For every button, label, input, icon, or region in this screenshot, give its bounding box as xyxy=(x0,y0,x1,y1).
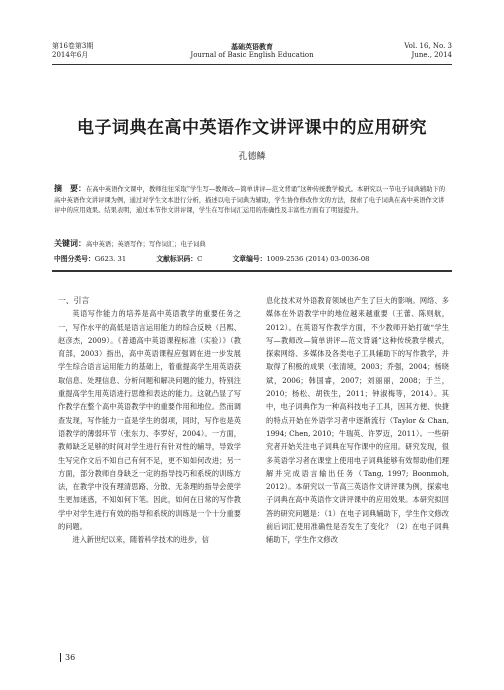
abstract xyxy=(54,183,450,217)
abstract-text: 在高中英语作文课中，教师往往采取“学生写—教师改—简单讲评—范文背诵”这种传统教学模式。本研究以一节电子词典辅助下的高中英语作文讲评课为例，通过对学生文本进行分析，描述以电子词典为辅助，学生协作修改作文的方法，探索了电子词典在高中英语作文讲评中的应用效果。结果表明，通过本节作文讲评课，学生在写作词汇运用的准确性及丰富性方面有了明显提升。 xyxy=(54,186,446,215)
body-paragraph: 英语写作能力的培养是高中英语教学的重要任务之一，写作水平的高低是语言运用能力的综合反映（吕熙、赵彦杰，2009）。《普通高中英语课程标准（实验）》（教育部，2003）指出，高中英语课程应强调在进一步发展学生综合语言运用能力的基础上，着重提高学生用英语获取信息、处理信息、分析问题和解决问题的能力，特别注重提高学生用英语进行思维和表达的能力。这就凸显了写作教学在整个高中英语教学中的重要作用和地位。然而调查发现，写作能力一直是学生的弱项，同时，写作也是英语教学的薄弱环节（张东力、李罗好，2004）。一方面，教师缺乏足够的时间对学生进行有针对性的辅导，导致学生写完作文后不知自己有何不足，更不知如何改进；另一方面，部分教师自身缺乏一定的指导技巧和系统的训练方法，在教学中没有理清思路、分散、无条理的指导会使学生更加迷惑，不知如何下笔。因此，如何在日常的写作教学中对学生进行有效的指导和系统的训练是一个十分重要的问题。 xyxy=(58,309,241,532)
date-en: June., 2014 xyxy=(411,51,452,59)
issue-cn: 第16卷第3期 xyxy=(52,42,94,50)
body-paragraph: 息化技术对外语教育领域也产生了巨大的影响。网络、多媒体在外语教学中的地位越来越重要（王蕾、陈则航，2012）。在英语写作教学方面，不少教师开始打破“学生写—教师改—简单讲评—范文背诵”这种传统教学模式，探索网络、多媒体及各类电子工具辅助下的写作教学，并取得了积极的成果（张清境，2003；乔强，2004；杨晓斌，2006；韩国睿，2007；刘丽丽，2008；于兰，2010；杨松、胡铁生，2011；钟淑梅等，2014）。其中，电子词典作为一种高科技电子工具，因其方便、快捷的特点开始在外语学习者中逐渐流行（Taylor & Chan, 1994; Chen, 2010；牛瑞英、许罗迈，2011）。一些研究者开始关注电子词典在写作课中的应用。研究发现，很多英语学习者在课堂上使用电子词典能够有效帮助他们理解并完成语言输出任务（Tang, 1997; Boonmoh, 2012）。本研究以一节高三英语作文讲评课为例，探索电子词典在高中英语作文讲评课中的应用效果。本研究拟回答的研究问题是：（1）在电子词典辅助下，学生作文修改前后词汇使用准确性是否发生了变化？（2）在电子词典辅助下，学生作文修改 xyxy=(266,296,449,545)
journal-en: Journal of Basic English Education xyxy=(190,51,314,59)
keywords-label: 关键词： xyxy=(54,238,86,248)
author-name: 孔德鳞 xyxy=(238,152,266,162)
running-header xyxy=(52,42,452,64)
clc-code: G623. 31 xyxy=(94,255,127,263)
article-no: 1009-2536 (2014) 03-0036-08 xyxy=(266,255,370,263)
abstract-rule xyxy=(52,270,452,272)
article-no-label: 文章编号： xyxy=(232,255,267,263)
right-column xyxy=(266,294,449,547)
header-center xyxy=(52,42,452,60)
page-number: 36 xyxy=(60,653,75,662)
journal-cn: 基础英语教育 xyxy=(231,42,273,51)
section-heading: 一、引言 xyxy=(58,296,90,305)
issue-en: Vol. 16, No. 3 xyxy=(404,42,452,50)
header-rule xyxy=(52,64,452,65)
date-cn: 2014年6月 xyxy=(52,51,89,59)
keywords xyxy=(54,238,450,249)
doc-code: C xyxy=(197,255,203,263)
clc-label: 中图分类号： xyxy=(54,255,95,263)
classification-line xyxy=(54,253,450,263)
doc-label: 文献标识码： xyxy=(156,255,198,263)
left-column xyxy=(58,294,241,547)
article-title: 电子词典在高中英语作文讲评课中的应用研究 xyxy=(77,118,427,138)
body-paragraph: 进入新世纪以来，随着科学技术的进步，信 xyxy=(72,535,209,545)
abstract-label: 摘 要： xyxy=(54,183,86,193)
keywords-text: 高中英语；英语写作；写作词汇；电子词典 xyxy=(86,241,206,248)
header-right xyxy=(404,42,452,60)
